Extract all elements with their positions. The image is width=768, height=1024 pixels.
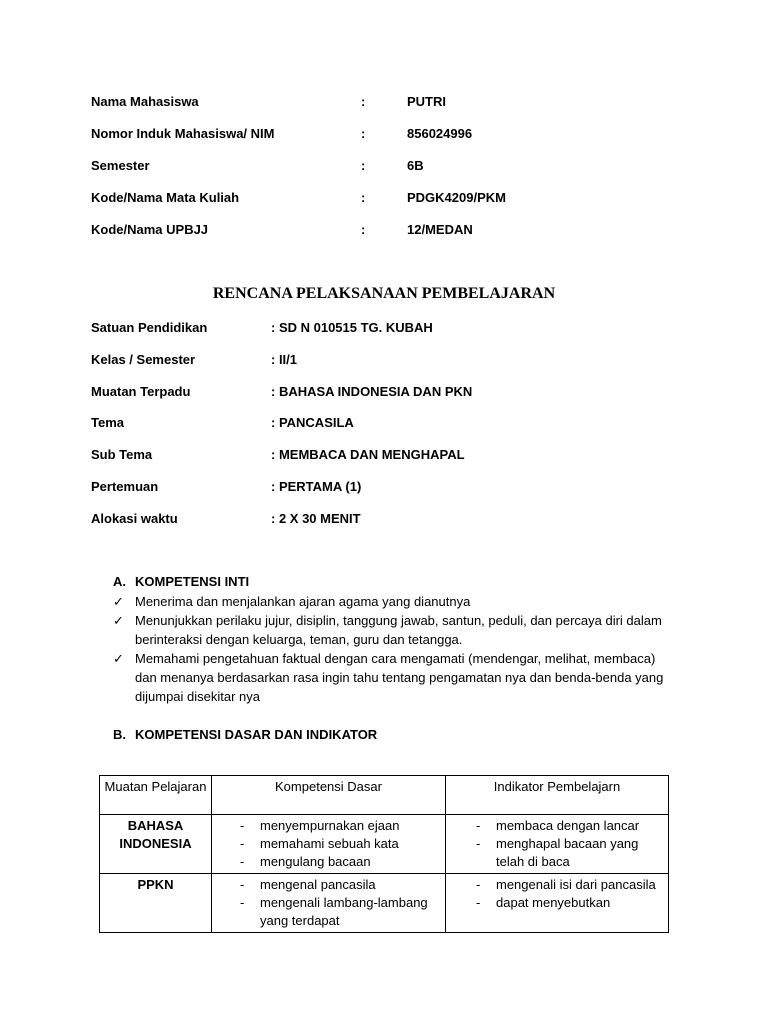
info-label: Pertemuan <box>91 479 159 494</box>
identity-value: 12/MEDAN <box>407 222 473 237</box>
list-item-text: menyempurnakan ejaan <box>260 818 400 833</box>
list-item-text: Menerima dan menjalankan ajaran agama yang dianutnya <box>135 594 471 609</box>
table-indicator-cell <box>446 874 669 933</box>
list-item <box>216 876 441 894</box>
info-value: : PERTAMA (1) <box>271 479 362 494</box>
dash-marker: - <box>476 818 481 833</box>
list-item-text: mengenal pancasila <box>260 877 376 892</box>
identity-row-upbjj <box>91 222 691 240</box>
info-value: : MEMBACA DAN MENGHAPAL <box>271 447 465 462</box>
identity-colon: : <box>361 190 366 205</box>
table-subject-cell: PPKN <box>100 874 212 933</box>
section-number: A. <box>113 574 126 589</box>
identity-colon: : <box>361 158 366 173</box>
list-item <box>450 894 664 912</box>
dash-marker: - <box>240 854 245 869</box>
info-label: Tema <box>91 415 124 430</box>
identity-value: PDGK4209/PKM <box>407 190 506 205</box>
info-label: Muatan Terpadu <box>91 384 191 399</box>
identity-row-mata-kuliah <box>91 190 691 208</box>
info-label: Kelas / Semester <box>91 352 196 367</box>
list-item <box>113 592 673 611</box>
list-item <box>113 649 673 706</box>
list-item <box>216 835 441 853</box>
table-header: Indikator Pembelajarn <box>446 776 669 815</box>
info-row-tema <box>91 415 691 433</box>
list-item-text: membaca dengan lancar <box>496 818 640 833</box>
identity-value: PUTRI <box>407 94 446 109</box>
identity-value: 6B <box>407 158 424 173</box>
dash-marker: - <box>240 877 245 892</box>
dash-marker: - <box>476 895 481 910</box>
info-row-muatan <box>91 384 691 402</box>
info-label: Satuan Pendidikan <box>91 320 208 335</box>
info-value: : SD N 010515 TG. KUBAH <box>271 320 433 335</box>
identity-colon: : <box>361 126 366 141</box>
table-kd-cell <box>212 815 446 874</box>
kompetensi-inti-list <box>113 592 673 706</box>
list-item-text: menghapal bacaan yang telah di baca <box>496 836 639 869</box>
info-label: Alokasi waktu <box>91 511 178 526</box>
section-title: KOMPETENSI DASAR DAN INDIKATOR <box>135 727 378 742</box>
identity-label: Nama Mahasiswa <box>91 94 199 109</box>
info-value: : 2 X 30 MENIT <box>271 511 361 526</box>
info-label: Sub Tema <box>91 447 153 462</box>
identity-row-nama <box>91 94 691 112</box>
identity-colon: : <box>361 222 366 237</box>
list-item <box>450 876 664 894</box>
info-row-kelas <box>91 352 691 370</box>
list-item <box>216 853 441 871</box>
kompetensi-table <box>99 775 669 933</box>
list-item-text: mengenali lambang-lambang yang terdapat <box>260 895 428 928</box>
list-item-text: mengenali isi dari pancasila <box>496 877 656 892</box>
dash-marker: - <box>240 836 245 851</box>
section-a-heading <box>113 574 249 589</box>
info-row-satuan <box>91 320 691 338</box>
identity-label: Kode/Nama UPBJJ <box>91 222 209 237</box>
list-item <box>113 611 673 649</box>
section-number: B. <box>113 727 126 742</box>
table-row <box>100 815 669 874</box>
section-b-heading <box>113 727 377 742</box>
identity-row-semester <box>91 158 691 176</box>
info-row-pertemuan <box>91 479 691 497</box>
table-header: Kompetensi Dasar <box>212 776 446 815</box>
identity-label: Semester <box>91 158 150 173</box>
info-value: : BAHASA INDONESIA DAN PKN <box>271 384 473 399</box>
identity-label: Nomor Induk Mahasiswa/ NIM <box>91 126 275 141</box>
list-item-text: memahami sebuah kata <box>260 836 399 851</box>
identity-label: Kode/Nama Mata Kuliah <box>91 190 240 205</box>
dash-marker: - <box>476 877 481 892</box>
list-item-text: mengulang bacaan <box>260 854 371 869</box>
info-row-alokasi <box>91 511 691 529</box>
list-item <box>450 817 664 835</box>
list-item-text: dapat menyebutkan <box>496 895 611 910</box>
info-value: : II/1 <box>271 352 298 367</box>
checkmark-icon: ✓ <box>113 613 124 628</box>
table-subject-cell: BAHASA INDONESIA <box>100 815 212 874</box>
identity-value: 856024996 <box>407 126 473 141</box>
info-row-sub-tema <box>91 447 691 465</box>
identity-row-nim <box>91 126 691 144</box>
table-row <box>100 874 669 933</box>
list-item <box>216 817 441 835</box>
section-title: KOMPETENSI INTI <box>135 574 250 589</box>
table-kd-cell <box>212 874 446 933</box>
list-item <box>216 894 441 930</box>
checkmark-icon: ✓ <box>113 594 124 609</box>
checkmark-icon: ✓ <box>113 651 124 666</box>
dash-marker: - <box>476 836 481 851</box>
info-value: : PANCASILA <box>271 415 354 430</box>
list-item-text: Memahami pengetahuan faktual dengan cara mengamati (mendengar, melihat, membaca) dan menanya berdasarkan rasa ingin tahu tentang pengamatan nya dan benda-benda yang dijumpai disekitar nya <box>135 651 664 704</box>
document-title: RENCANA PELAKSANAAN PEMBELAJARAN <box>212 285 556 302</box>
table-indicator-cell <box>446 815 669 874</box>
dash-marker: - <box>240 895 245 910</box>
table-header: Muatan Pelajaran <box>100 776 212 815</box>
list-item-text: Menunjukkan perilaku jujur, disiplin, tanggung jawab, santun, peduli, dan percaya diri dalam berinteraksi dengan keluarga, teman, guru dan tetangga. <box>135 613 662 647</box>
identity-colon: : <box>361 94 366 109</box>
table-header-row <box>100 776 669 815</box>
list-item <box>450 835 664 871</box>
dash-marker: - <box>240 818 245 833</box>
